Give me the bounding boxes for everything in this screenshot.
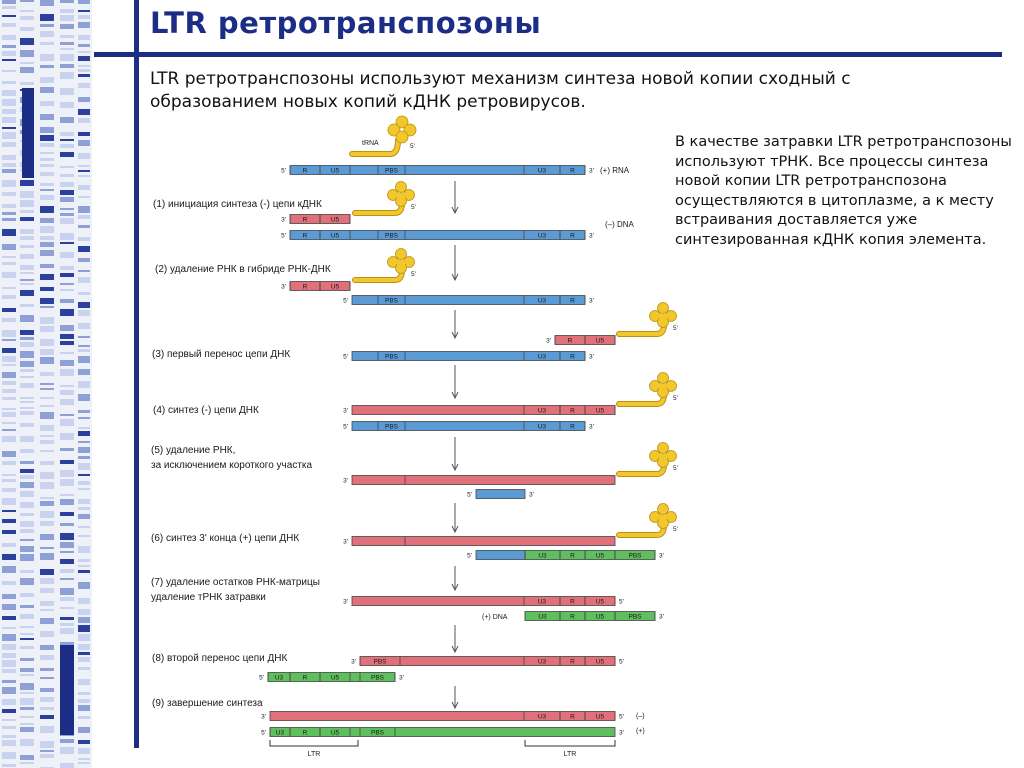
trna-stem — [619, 464, 664, 474]
trna-5prime: 5' — [673, 395, 678, 402]
segment-label-r: R — [570, 713, 575, 721]
ltr-label-right: LTR — [563, 751, 577, 758]
trna-5prime: 5' — [673, 325, 678, 332]
trna-leaf — [396, 131, 408, 143]
end-label-three: 3' — [351, 658, 356, 666]
segment-label-pbs: PBS — [384, 232, 399, 240]
segment-label-u5: U5 — [595, 613, 605, 621]
segment-label-u5: U5 — [595, 552, 605, 560]
end-label-three: 3' — [589, 423, 594, 431]
segment-label-pbs: PBS — [384, 297, 399, 305]
trna-stem — [619, 394, 664, 404]
segment-label-u3: U3 — [537, 658, 547, 666]
trna-core — [659, 515, 667, 525]
end-label-five: 5' — [619, 713, 624, 721]
segment-label-u3: U3 — [537, 232, 547, 240]
minus-dna-7 — [352, 597, 615, 606]
step-8-label: (8) второй перенос цепи ДНК — [152, 653, 288, 664]
segment-label-u5: U5 — [595, 658, 605, 666]
ltr-bracket-left — [270, 740, 358, 746]
minus-dna-6 — [352, 537, 615, 546]
segment-label-pbs: PBS — [373, 658, 387, 666]
intro-text: LTR ретротранспозоны используют механизм синтеза новой копии сходный с образованием новых копий кДНК ретровирусов. — [150, 69, 851, 112]
end-label-three: 3' — [589, 297, 594, 305]
trna-core — [659, 314, 667, 324]
end-label-five: 5' — [259, 674, 264, 682]
end-label-five: 5' — [467, 552, 472, 560]
segment-label-r: R — [302, 232, 308, 240]
end-label-three: 3' — [343, 407, 348, 415]
segment-label-pbs: PBS — [370, 674, 385, 682]
plus-dna-label: (+) DNA — [482, 614, 508, 621]
segment-label-pbs: PBS — [628, 552, 642, 560]
end-label-five: 5' — [261, 729, 266, 737]
segment-label-u3: U3 — [537, 713, 547, 721]
segment-label-u3: U3 — [537, 598, 547, 606]
plus-rna-label: (+) RNA — [600, 166, 630, 175]
trna-stem — [355, 270, 402, 280]
step-5-label-2: за исключением короткого участка — [151, 460, 313, 471]
segment-label-u5: U5 — [595, 407, 605, 415]
segment-label-u5: U5 — [595, 713, 605, 721]
end-label-five: 5' — [281, 167, 286, 175]
end-label-five: 5' — [619, 658, 624, 666]
side-note: В качестве затравки LTR ретротранспозоны используют тРНК. Все процессы синтеза новой копии LTR ретротранспозона осуществляются в цитоплазме, а к месту встраивания доставляется уже синтезированная кДНК копия элемента. — [675, 134, 1012, 248]
segment-label-u3: U3 — [538, 552, 547, 560]
step-6-label: (6) синтез 3' конца (+) цепи ДНК — [151, 533, 300, 544]
minus-final-label: (–) — [636, 713, 645, 720]
segment-label-u5: U5 — [330, 283, 340, 291]
segment-label-r: R — [302, 216, 308, 224]
segment-label-r: R — [302, 674, 308, 682]
end-label-five: 5' — [343, 353, 348, 361]
trna-stem — [619, 525, 664, 535]
trna-5prime: 5' — [411, 271, 416, 278]
segment-label-r: R — [302, 167, 308, 175]
end-label-five: 5' — [467, 491, 472, 499]
step-3-label: (3) первый перенос цепи ДНК — [152, 349, 291, 360]
segment-label-pbs: PBS — [384, 353, 399, 361]
segment-label-r: R — [570, 423, 575, 431]
segment-label-r: R — [570, 407, 575, 415]
segment-label-r: R — [302, 283, 308, 291]
segment-label-u3: U3 — [537, 167, 547, 175]
end-label-three: 3' — [529, 491, 534, 499]
segment-label-u3: U3 — [275, 729, 285, 737]
segment-label-u3: U3 — [274, 674, 284, 682]
segment-label-r: R — [570, 658, 575, 666]
segment-label-r: R — [570, 552, 575, 560]
ppt-remnant-6 — [476, 551, 525, 560]
segment-label-u3: U3 — [537, 423, 547, 431]
segment-label-r: R — [567, 337, 573, 345]
segment-label-u3: U3 — [537, 353, 547, 361]
step-4-label: (4) синтез (-) цепи ДНК — [153, 405, 259, 416]
step-7-label: (7) удаление остатков РНК-матрицы — [151, 577, 320, 588]
minus-dna-label: (–) DNA — [605, 220, 634, 229]
segment-label-r: R — [570, 167, 575, 175]
segment-label-u5: U5 — [595, 598, 605, 606]
end-label-three: 3' — [619, 729, 624, 737]
ltr-label-left: LTR — [307, 751, 321, 758]
step-7-label-2: удаление тРНК затравки — [151, 592, 266, 603]
end-label-three: 3' — [589, 232, 594, 240]
segment-label-u5: U5 — [330, 232, 340, 240]
trna-core — [659, 384, 667, 394]
trna-core — [659, 454, 667, 464]
segment-label-u5: U5 — [330, 167, 340, 175]
step-9-label: (9) завершение синтеза — [152, 698, 263, 709]
step-2-label: (2) удаление РНК в гибриде РНК-ДНК — [155, 264, 331, 275]
end-label-three: 3' — [281, 283, 286, 291]
plus-final-label: (+) — [636, 728, 645, 735]
minus-dna-8 — [360, 657, 615, 666]
segment-label-pbs: PBS — [384, 423, 399, 431]
end-label-three: 3' — [281, 216, 286, 224]
end-label-three: 3' — [343, 598, 348, 606]
end-label-five: 5' — [619, 598, 624, 606]
trna-label: tRNA — [362, 140, 379, 147]
segment-label-r: R — [570, 232, 575, 240]
end-label-three: 3' — [659, 552, 664, 560]
segment-label-r: R — [570, 613, 575, 621]
segment-label-pbs: PBS — [370, 729, 385, 737]
segment-label-u3: U3 — [537, 407, 547, 415]
end-label-three: 3' — [546, 337, 551, 345]
segment-label-r: R — [570, 598, 575, 606]
end-label-three: 3' — [343, 477, 348, 485]
minus-dna-4 — [352, 406, 615, 415]
segment-label-u5: U5 — [330, 674, 340, 682]
segment-label-pbs: PBS — [384, 167, 399, 175]
ppt-remnant-5 — [476, 490, 525, 499]
segment-label-pbs: PBS — [628, 613, 642, 621]
minus-dna-5 — [352, 476, 615, 485]
step-5-label: (5) удаление РНК, — [151, 445, 236, 456]
trna-core — [397, 260, 405, 270]
trna-stem — [619, 324, 664, 334]
segment-label-u5: U5 — [595, 337, 605, 345]
end-label-three: 3' — [399, 674, 404, 682]
end-label-three: 3' — [261, 713, 266, 721]
minus-dna-final — [270, 712, 615, 721]
segment-label-r: R — [570, 353, 575, 361]
ltr-bracket-right — [525, 740, 615, 746]
segment-label-u3: U3 — [537, 297, 547, 305]
segment-label-u3: U3 — [538, 613, 547, 621]
trna-5prime: 5' — [410, 143, 415, 150]
step-1-label: (1) инициация синтеза (-) цепи кДНК — [153, 199, 322, 210]
segment-label-u5: U5 — [330, 216, 340, 224]
slide-title: LTR ретротранспозоны — [150, 6, 542, 40]
trna-5prime: 5' — [673, 465, 678, 472]
end-label-five: 5' — [343, 423, 348, 431]
trna-5prime: 5' — [411, 204, 416, 211]
segment-label-u5: U5 — [330, 729, 340, 737]
plus-dna-final — [270, 728, 615, 737]
end-label-three: 3' — [589, 353, 594, 361]
end-label-three: 3' — [659, 613, 664, 621]
end-label-three: 3' — [589, 167, 594, 175]
end-label-three: 3' — [343, 538, 348, 546]
trna-core — [397, 193, 405, 203]
end-label-five: 5' — [343, 297, 348, 305]
segment-label-r: R — [302, 729, 308, 737]
trna-5prime: 5' — [673, 526, 678, 533]
segment-label-r: R — [570, 297, 575, 305]
trna-stem — [355, 203, 402, 213]
end-label-five: 5' — [281, 232, 286, 240]
